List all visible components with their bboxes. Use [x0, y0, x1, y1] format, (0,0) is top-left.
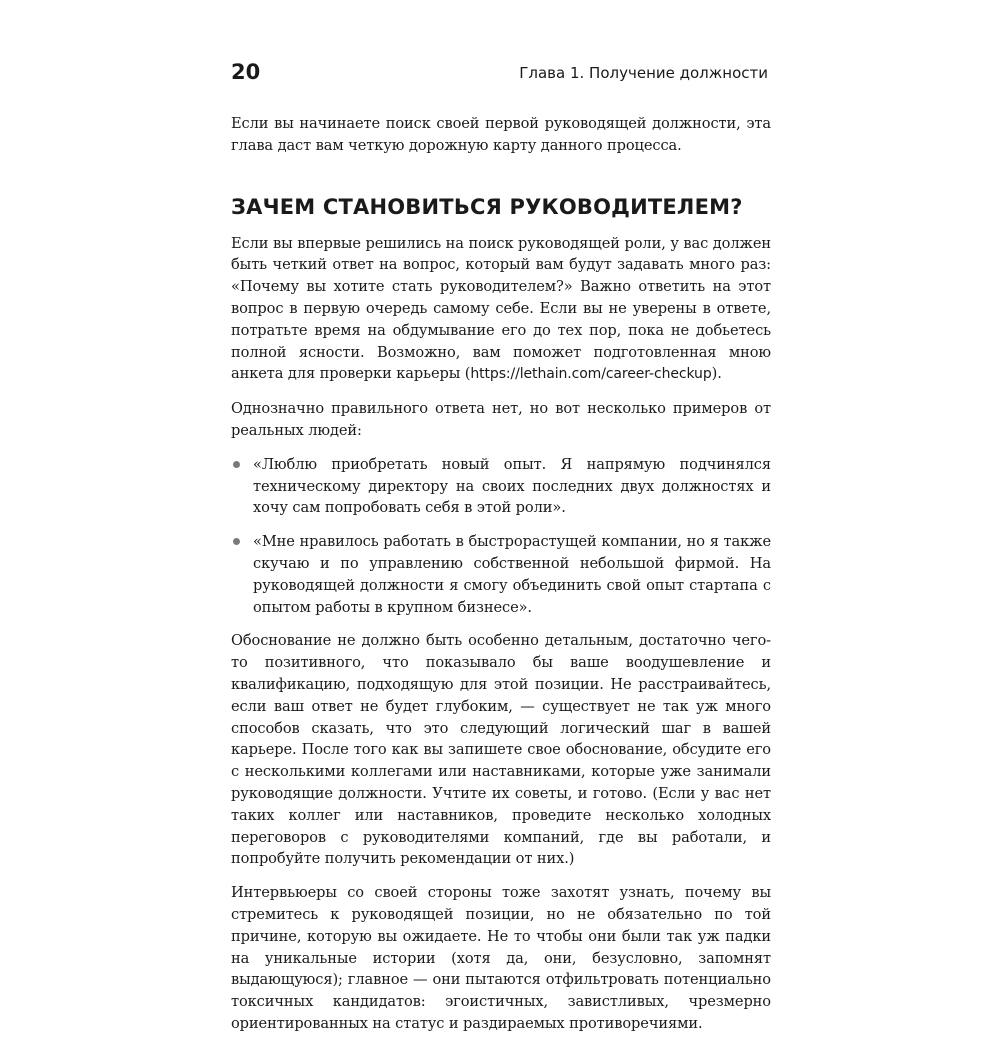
bullet-icon: [233, 461, 240, 468]
section-heading: ЗАЧЕМ СТАНОВИТЬСЯ РУКОВОДИТЕЛЕМ?: [231, 194, 743, 219]
paragraph-4: Интервьюеры со своей стороны тоже захотят узнать, почему вы стремитесь к руководящей позиции, но не обязательно по той причине, которую вы ожидаете. Не то чтобы они были так уж падки на уникальные истории (хотя да, они, безусловно, запомнят выдающуюся); главное — они пытаются отфильтровать потенциально токсичных кандидатов: эгоистичных, завистливых, чрезмерно ориентированных на статус и раздираемых противоречиями.: [231, 884, 771, 1032]
paragraph-1-text: Если вы впервые решились на поиск руководящей роли, у вас должен быть четкий ответ на вопрос, который вам будут задавать много раз: «Почему вы хотите стать руководителем?» Важно ответить на этот вопрос в первую очередь самому себе. Если вы не уверены в ответе, потратьте время на обдумывание его до тех пор, пока не добьетесь полной ясности. Возможно, вам поможет подготовленная мною анкета для проверки карьеры (: [231, 234, 771, 383]
paragraph-3: Обоснование не должно быть особенно детальным, достаточно чего-то позитивного, что показывало бы ваше воодушевление и квалификацию, подходящую для этой позиции. Не расстраивайтесь, если ваш ответ не будет глубоким, — существует не так уж много способов сказать, что это следующий логический шаг в вашей карьере. После того как вы запишете свое обоснование, обсудите его с несколькими коллегами или наставниками, которые уже занимали руководящие должности. Учтите их советы, и готово. (Если у вас нет таких коллег или наставников, проведите несколько холодных переговоров с руководителями компаний, где вы работали, и попробуйте получить рекомендации от них.): [231, 632, 771, 868]
bullet-icon: [233, 538, 240, 545]
paragraph-2: Однозначно правильного ответа нет, но вот несколько примеров от реальных людей:: [231, 400, 771, 439]
career-checkup-link[interactable]: https://lethain.com/career-checkup: [470, 366, 712, 383]
quote-text: «Мне нравилось работать в быстрорастущей компании, но я также скучаю и по управлению собственной небольшой фирмой. На руководящей должности я смогу объединить свой опыт стартапа с опытом работы в крупном бизнесе».: [253, 533, 771, 616]
paragraph-1-end: ).: [711, 365, 722, 383]
quote-list: [231, 454, 771, 619]
list-item: [231, 454, 771, 519]
quote-text: «Люблю приобретать новый опыт. Я напрямую подчинялся техническому директору на своих последних двух должностях и хочу сам попробовать себя в этой роли».: [253, 455, 771, 517]
chapter-running-head: Глава 1. Получение должности: [519, 64, 768, 82]
intro-paragraph: Если вы начинаете поиск своей первой руководящей должности, эта глава даст вам четкую дорожную карту данного процесса.: [231, 115, 771, 154]
list-item: [231, 531, 771, 618]
paragraph-1: [231, 233, 771, 387]
page-number: 20: [231, 60, 261, 84]
page-body: [231, 113, 771, 1047]
